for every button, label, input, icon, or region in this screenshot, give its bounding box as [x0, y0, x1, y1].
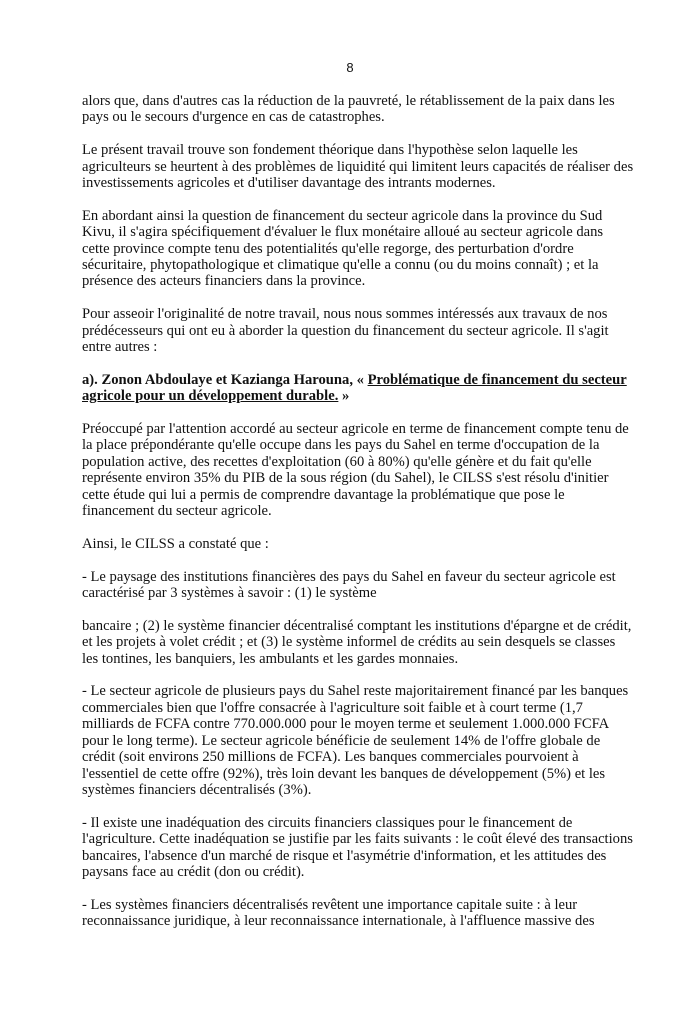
- text-line: Le présent travail trouve son fondement théorique dans l'hypothèse selon laquelle les: [82, 142, 578, 159]
- paragraph: [82, 208, 622, 290]
- text-line: Préoccupé par l'attention accordé au secteur agricole en terme de financement compte tenu de: [82, 421, 629, 438]
- intro-paragraphs: [82, 93, 634, 356]
- paragraph: [82, 617, 632, 667]
- text-line: bancaires, l'absence d'un marché de risque et l'asymétrie d'information, et les attitudes des: [82, 847, 607, 864]
- text-line: financement du secteur agricole.: [82, 503, 272, 520]
- text-line: En abordant ainsi la question de financement du secteur agricole dans la province du Sud: [82, 207, 603, 224]
- document-body: [82, 93, 634, 946]
- text-line: crédit (soit environs 250 millions de FCFA). Les banques commerciales pourvoient à: [82, 749, 579, 766]
- text-line: reconnaissance juridique, à leur reconnaissance internationale, à l'affluence massive des: [82, 913, 595, 930]
- heading-line-2: [82, 388, 622, 404]
- text-line: les tontines, les banquiers, les ambulants et les gardes monnaies.: [82, 650, 459, 667]
- paragraph: [82, 897, 622, 930]
- paragraph: [82, 421, 629, 520]
- heading-authors: a). Zonon Abdoulaye et Kazianga Harouna, «: [82, 371, 368, 388]
- text-line: pour le long terme). Le secteur agricole bénéficie de seulement 14% de l'offre globale de: [82, 732, 601, 749]
- text-line: paysans face au crédit (don ou crédit).: [82, 863, 305, 880]
- text-line: la place prépondérante qu'elle occupe dans les pays du Sahel en terme d'occupation de la: [82, 437, 600, 454]
- text-line: - Il existe une inadéquation des circuits financiers classiques pour le financement de: [82, 814, 573, 831]
- text-line: pays ou le secours d'urgence en cas de catastrophes.: [82, 109, 385, 126]
- text-line: représente environ 35% du PIB de la sous région (du Sahel), le CILSS s'est résolu d'initier: [82, 470, 609, 487]
- text-line: Ainsi, le CILSS a constaté que :: [82, 535, 269, 552]
- text-line: agriculteurs se heurtent à des problèmes de liquidité qui limitent leurs capacités de réaliser des: [82, 158, 634, 175]
- text-line: entre autres :: [82, 339, 158, 356]
- heading-line-1: [82, 371, 627, 388]
- text-line: - Le secteur agricole de plusieurs pays du Sahel reste majoritairement financé par les banques: [82, 683, 629, 700]
- text-line: - Les systèmes financiers décentralisés revêtent une importance capitale suite : à leur: [82, 896, 578, 913]
- text-line: l'agriculture. Cette inadéquation se justifie par les faits suivants : le coût élevé des transactions: [82, 831, 633, 848]
- paragraph: [82, 93, 622, 126]
- heading-closing-quote: »: [338, 388, 350, 405]
- text-line: population active, des recettes d'exploitation (60 à 80%) qu'elle génère et du fait qu'elle: [82, 453, 592, 470]
- text-line: systèmes financiers décentralisés (3%).: [82, 781, 312, 798]
- paragraph: [82, 536, 622, 552]
- text-line: cette étude qui lui a permis de comprendre davantage la problématique que pose le: [82, 486, 565, 503]
- text-line: caractérisé par 3 systèmes à savoir : (1) le système: [82, 585, 377, 602]
- text-line: commerciales bien que l'offre consacrée à l'agriculture soit faible et à court terme (1,7: [82, 699, 583, 716]
- paragraph: [82, 306, 622, 355]
- paragraph: [82, 814, 633, 881]
- text-line: prédécesseurs qui ont eu à aborder la question du financement du secteur agricole. Il s'agit: [82, 322, 609, 339]
- page-number: 8: [346, 60, 354, 75]
- heading-title-part1: Problématique de financement du secteur: [367, 371, 627, 388]
- paragraph: [82, 683, 629, 798]
- text-line: bancaire ; (2) le système financier décentralisé comptant les institutions d'épargne et de crédit,: [82, 617, 632, 634]
- text-line: présence des acteurs financiers dans la province.: [82, 273, 366, 290]
- paragraph: [82, 569, 622, 602]
- text-line: milliards de FCFA contre 770.000.000 pour le moyen terme et seulement 1.000.000 FCFA: [82, 716, 610, 733]
- text-line: cette province compte tenu des potentialités qu'elle regorge, des perturbation d'ordre: [82, 240, 574, 257]
- text-line: Kivu, il s'agira spécifiquement d'évaluer le flux monétaire alloué au secteur agricole dans: [82, 224, 604, 241]
- text-line: - Le paysage des institutions financières des pays du Sahel en faveur du secteur agricole est: [82, 568, 616, 585]
- text-line: l'essentiel de cette offre (92%), très loin devant les banques de développement (5%) et les: [82, 765, 606, 782]
- paragraph: [82, 142, 634, 192]
- heading-title-part2: agricole pour un développement durable.: [82, 388, 339, 405]
- text-line: sécuritaire, phytopathologique et climatique qu'elle a connu (ou du moins connaît) ; et la: [82, 257, 599, 274]
- text-line: investissements agricoles et d'utiliser davantage des intrants modernes.: [82, 175, 496, 192]
- section-heading: [82, 371, 627, 405]
- text-line: Pour asseoir l'originalité de notre travail, nous nous sommes intéressés aux travaux de nos: [82, 306, 608, 323]
- text-line: et les projets à volet crédit ; et (3) le système informel de crédits au sein desquels se classes: [82, 634, 616, 651]
- text-line: alors que, dans d'autres cas la réduction de la pauvreté, le rétablissement de la paix dans les: [82, 93, 615, 109]
- body-paragraphs: [82, 421, 633, 930]
